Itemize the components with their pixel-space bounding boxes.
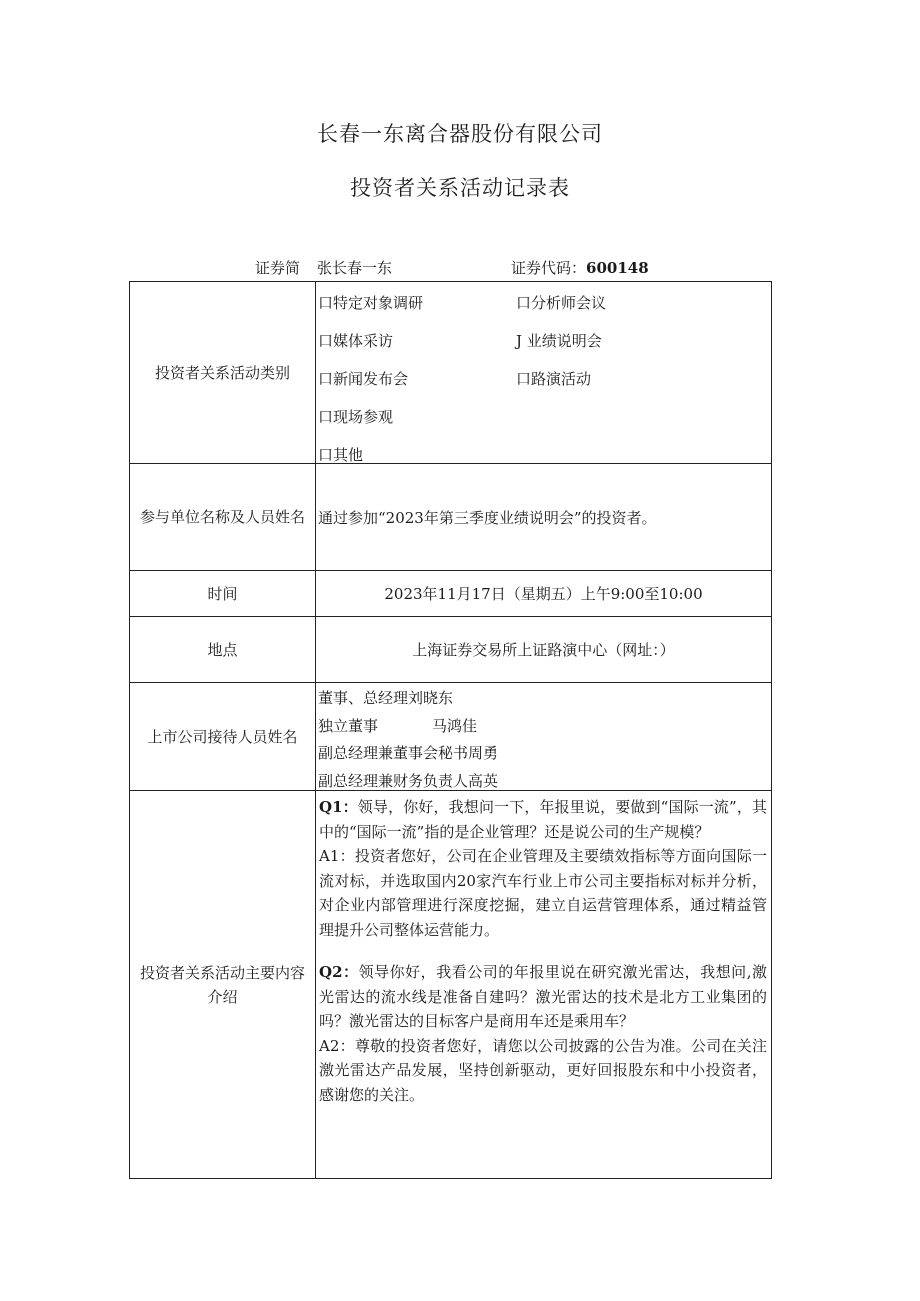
- option-roadshow[interactable]: 口路演活动: [516, 370, 592, 388]
- record-table: [129, 281, 772, 1179]
- time-row: [130, 571, 771, 617]
- option-site-visit[interactable]: 口现场参观: [318, 408, 394, 426]
- document-title: 投资者关系活动记录表: [350, 176, 570, 200]
- participants-row: [130, 464, 771, 571]
- q1-text: 领导，你好，我想问一下，年报里说，要做到“国际一流”，其中的“国际一流”指的是企业管理？还是说公司的生产规模？: [319, 798, 767, 841]
- option-specific-research[interactable]: 口特定对象调研: [318, 294, 424, 312]
- participants-value: 通过参加“2023年第三季度业绩说明会”的投资者。: [318, 508, 657, 527]
- answer-2: A2：尊敬的投资者您好，请您以公司披露的公告为准。公司在关注激光雷达产品发展，坚持创新驱动，更好回报股东和中小投资者，感谢您的关注。: [319, 1036, 767, 1104]
- place-value: 上海证券交易所上证路演中心（网址：）: [412, 641, 675, 659]
- option-media-interview[interactable]: 口媒体采访: [318, 332, 394, 350]
- place-row: [130, 617, 771, 683]
- company-name: 长春一东离合器股份有限公司: [317, 122, 603, 146]
- activity-type-label: 投资者关系活动类别: [130, 282, 316, 463]
- option-press-conference[interactable]: 口新闻发布会: [318, 370, 409, 388]
- participants-label: 参与单位名称及人员姓名: [130, 464, 316, 570]
- staff-item: 董事、总经理刘晓东: [318, 689, 454, 707]
- reception-label: 上市公司接待人员姓名: [130, 683, 316, 790]
- question-1: [319, 795, 767, 844]
- activity-type-options: [316, 282, 771, 463]
- reception-row: [130, 683, 771, 791]
- security-code-label: 证券代码：: [511, 259, 587, 277]
- staff-item: 副总经理兼财务负责人高英: [318, 771, 499, 790]
- question-2: [319, 960, 767, 1034]
- option-analyst-meeting[interactable]: 口分析师会议: [516, 294, 607, 312]
- security-code-value: 600148: [586, 259, 649, 277]
- reception-staff: [316, 683, 771, 790]
- q2-text: 领导你好，我看公司的年报里说在研究激光雷达，我想问,激光雷达的流水线是准备自建吗？激光雷达的技术是北方工业集团的吗？激光雷达的目标客户是商用车还是乘用车？: [319, 963, 767, 1030]
- qa-content: [316, 791, 771, 1178]
- time-value: 2023年11月17日（星期五）上午9:00至10:00: [384, 585, 703, 603]
- content-label: 投资者关系活动主要内容介绍: [130, 791, 316, 1178]
- security-short-label: 证券简: [255, 259, 301, 277]
- staff-title: 独立董事: [318, 716, 379, 735]
- q1-tag: Q1：: [319, 798, 358, 816]
- option-earnings-call[interactable]: J 业绩说明会: [516, 332, 602, 350]
- staff-item: 副总经理兼董事会秘书周勇: [318, 744, 499, 762]
- q2-tag: Q2：: [319, 963, 359, 981]
- security-code: [511, 257, 649, 278]
- answer-1: A1：投资者您好，公司在企业管理及主要绩效指标等方面向国际一流对标，并选取国内20家汽车行业上市公司主要指标对标并分析，对企业内部管理进行深度挖掘，建立自运营管理体系，通过精益管理提升公司整体运营能力。: [319, 847, 767, 939]
- time-label: 时间: [130, 571, 316, 616]
- place-label: 地点: [130, 617, 316, 682]
- activity-type-row: [130, 282, 771, 464]
- staff-item: [318, 713, 771, 741]
- staff-name: 马鸿佳: [432, 716, 478, 735]
- security-short-value: 张长春一东: [317, 259, 393, 277]
- option-other[interactable]: 口其他: [318, 446, 364, 464]
- content-row: [130, 791, 771, 1178]
